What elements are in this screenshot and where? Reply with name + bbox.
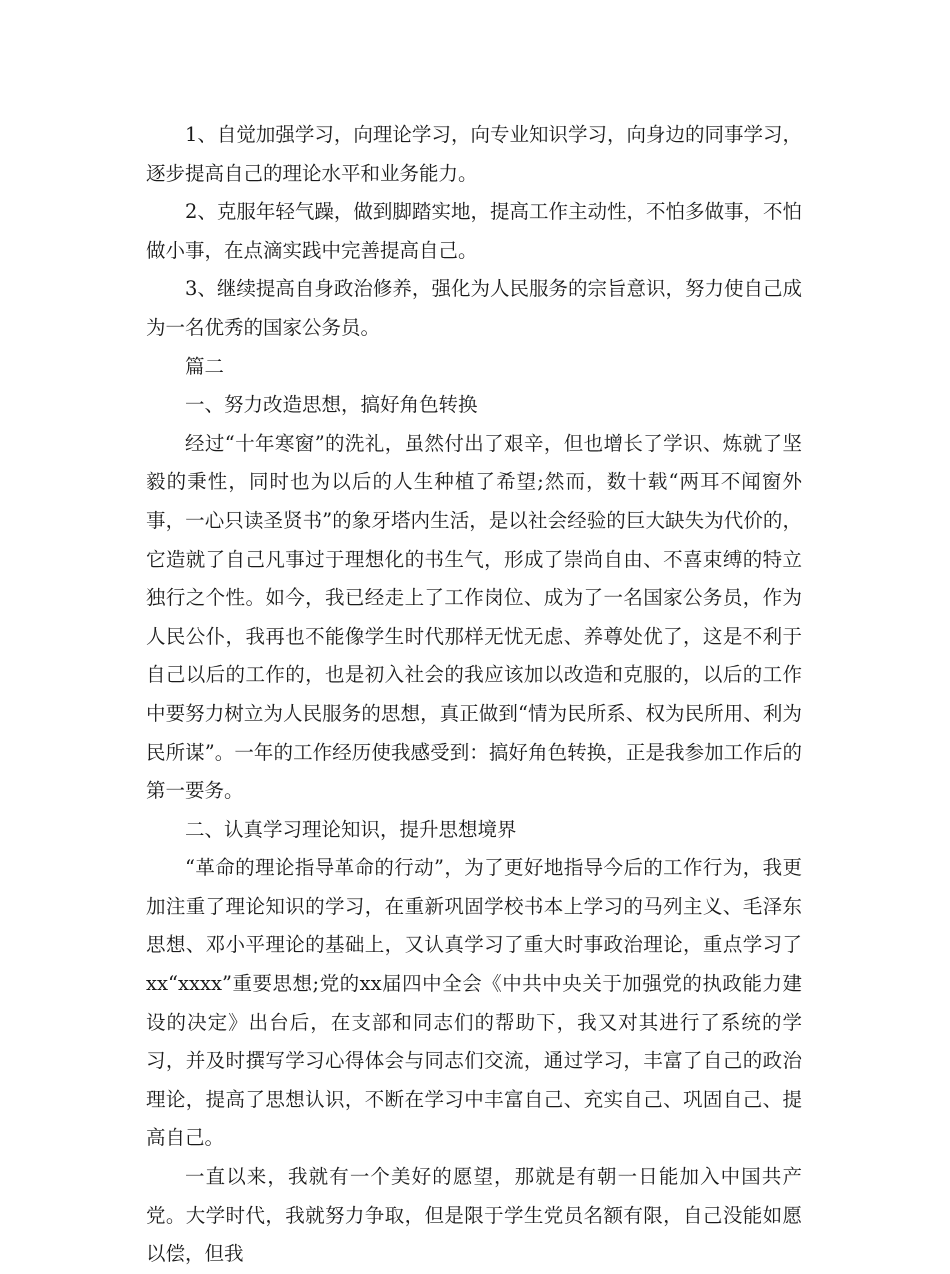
paragraph-role-change: 经过“十年寒窗”的洗礼，虽然付出了艰辛，但也增长了学识、炼就了坚毅的秉性，同时也为以后的人生种植了希望;然而，数十载“两耳不闻窗外事，一心只读圣贤书”的象牙塔内生活，是以社会经验的巨大缺失为代价的，它造就了自己凡事过于理想化的书生气，形成了崇尚自由、不喜束缚的特立独行之个性。如今，我已经走上了工作岗位、成为了一名国家公务员，作为人民公仆，我再也不能像学生时代那样无忧无虑、养尊处优了，这是不利于自己以后的工作的，也是初入社会的我应该加以改造和克服的，以后的工作中要努力树立为人民服务的思想，真正做到“情为民所系、权为民所用、利为民所谋”。一年的工作经历使我感受到：搞好角色转换，正是我参加工作后的第一要务。 [146, 431, 802, 803]
paragraph-item-3: 3、继续提高自身政治修养，强化为人民服务的宗旨意识，努力使自己成为一名优秀的国家公务员。 [146, 277, 802, 339]
paragraph-item-1: 1、自觉加强学习，向理论学习，向专业知识学习，向身边的同事学习，逐步提高自己的理论水平和业务能力。 [146, 123, 802, 185]
section-heading-part-two: 篇二 [185, 354, 225, 378]
paragraph-theory-study: “革命的理论指导革命的行动”，为了更好地指导今后的工作行为，我更加注重了理论知识的学习，在重新巩固学校书本上学习的马列主义、毛泽东思想、邓小平理论的基础上，又认真学习了重大时事政治理论，重点学习了xx“xxxx”重要思想;党的xx届四中全会《中共中央关于加强党的执政能力建设的决定》出台后，在支部和同志们的帮助下，我又对其进行了系统的学习，并及时撰写学习心得体会与同志们交流，通过学习，丰富了自己的政治理论，提高了思想认识，不断在学习中丰富自己、充实自己、巩固自己、提高自己。 [146, 856, 802, 1150]
paragraph-party-wish: 一直以来，我就有一个美好的愿望，那就是有朝一日能加入中国共产党。大学时代，我就努力争取，但是限于学生党员名额有限，自己没能如愿以偿，但我 [146, 1165, 802, 1266]
paragraph-item-2: 2、克服年轻气躁，做到脚踏实地，提高工作主动性，不怕多做事，不怕做小事，在点滴实践中完善提高自己。 [146, 200, 802, 262]
section-heading-1: 一、努力改造思想，搞好角色转换 [185, 393, 478, 417]
document-body [146, 116, 802, 1274]
section-heading-2: 二、认真学习理论知识，提升思想境界 [185, 817, 517, 841]
